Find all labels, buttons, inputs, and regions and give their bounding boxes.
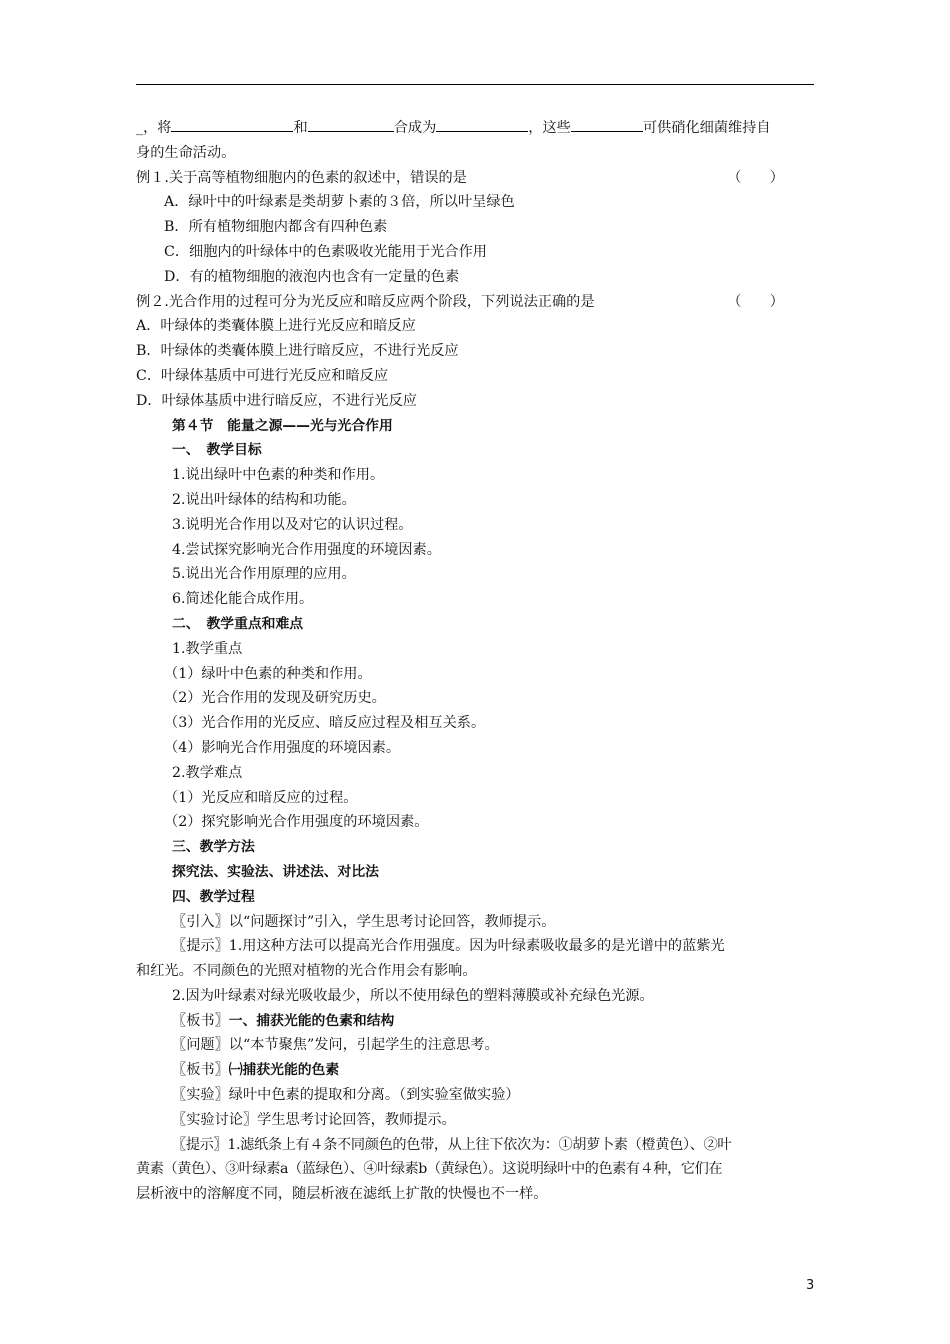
heading-key-points: 二、 教学重点和难点 [172, 615, 304, 632]
example-1-option-d: D．有的植物细胞的液泡内也含有一定量的色素 [164, 268, 460, 285]
board-note-1: 〖板书〗一、捕获光能的色素和结构 [172, 1012, 395, 1029]
key-point-item: （4）影响光合作用强度的环境因素。 [164, 739, 401, 756]
goal-item: 3.说明光合作用以及对它的认识过程。 [172, 516, 413, 533]
example-2-option-b: B．叶绿体的类囊体膜上进行暗反应，不进行光反应 [136, 343, 459, 360]
key-point-item: （1）绿叶中色素的种类和作用。 [164, 665, 372, 682]
goal-item: 5.说出光合作用原理的应用。 [172, 566, 356, 583]
board-note-2: 〖板书〗㈠捕获光能的色素 [172, 1062, 340, 1079]
process-hint-3-cont: 层析液中的溶解度不同，随层析液在滤纸上扩散的快慢也不一样。 [136, 1186, 548, 1203]
example-2-option-d: D．叶绿体基质中进行暗反应，不进行光反应 [136, 392, 417, 409]
answer-paren: （ ） [727, 169, 784, 186]
header-rule [136, 84, 814, 85]
example-1-question: 例１.关于高等植物细胞内的色素的叙述中，错误的是 （ ） [136, 166, 814, 191]
process-question: 〖问题〗以“本节聚焦”发问，引起学生的注意思考。 [172, 1037, 499, 1054]
goal-item: 1.说出绿叶中色素的种类和作用。 [172, 467, 385, 484]
process-hint-2: 2.因为叶绿素对绿光吸收最少，所以不使用绿色的塑料薄膜或补充绿色光源。 [172, 987, 654, 1004]
page-number: 3 [806, 1278, 815, 1293]
heading-methods: 三、教学方法 [172, 839, 255, 856]
example-1-option-c: C．细胞内的叶绿体中的色素吸收光能用于光合作用 [164, 243, 487, 260]
blank-1 [171, 116, 293, 132]
example-1-option-a: A．绿叶中的叶绿素是类胡萝卜素的３倍，所以叶呈绿色 [164, 194, 515, 211]
process-hint-1: 〖提示〗1.用这种方法可以提高光合作用强度。因为叶绿素吸收最多的是光谱中的蓝紫光 [172, 938, 725, 955]
goal-item: 2.说出叶绿体的结构和功能。 [172, 491, 356, 508]
process-hint-3: 〖提示〗1.滤纸条上有４条不同颜色的色带，从上往下依次为：①胡萝卜素（橙黄色）、②叶 [172, 1136, 732, 1153]
process-intro: 〖引入〗以“问题探讨”引入，学生思考讨论回答，教师提示。 [172, 913, 556, 930]
process-hint-1-cont: 和红光。不同颜色的光照对植物的光合作用会有影响。 [136, 963, 477, 980]
fill-in-line: _，将 和 合成为 ，这些 可供硝化细菌维持自 [136, 116, 814, 141]
blank-3 [436, 116, 528, 132]
blank-4 [571, 116, 643, 132]
process-experiment: 〖实验〗绿叶中色素的提取和分离。（到实验室做实验） [172, 1087, 520, 1104]
key-point-item: （2）光合作用的发现及研究历史。 [164, 690, 386, 707]
example-2-question: 例２.光合作用的过程可分为光反应和暗反应两个阶段，下列说法正确的是 （ ） [136, 290, 814, 315]
process-hint-3-cont: 黄素（黄色）、③叶绿素a（蓝绿色）、④叶绿素b（黄绿色）。这说明绿叶中的色素有４种，它们在 [136, 1161, 723, 1178]
fill-in-continuation: 身的生命活动。 [136, 144, 236, 161]
heading-teaching-goals: 一、 教学目标 [172, 442, 262, 459]
example-1-option-b: B．所有植物细胞内都含有四种色素 [164, 219, 388, 236]
difficulties-title: 2.教学难点 [172, 764, 243, 781]
section-title: 第４节 能量之源——光与光合作用 [172, 417, 393, 434]
key-point-item: （3）光合作用的光反应、暗反应过程及相互关系。 [164, 715, 486, 732]
heading-process: 四、教学过程 [172, 888, 255, 905]
goal-item: 4.尝试探究影响光合作用强度的环境因素。 [172, 541, 441, 558]
example-2-option-a: A．叶绿体的类囊体膜上进行光反应和暗反应 [136, 318, 416, 335]
goal-item: 6.简述化能合成作用。 [172, 591, 314, 608]
document-body [136, 116, 814, 1207]
difficulty-item: （2）探究影响光合作用强度的环境因素。 [164, 814, 429, 831]
difficulty-item: （1）光反应和暗反应的过程。 [164, 789, 358, 806]
answer-paren: （ ） [727, 293, 784, 310]
example-2-option-c: C．叶绿体基质中可进行光反应和暗反应 [136, 367, 389, 384]
blank-2 [308, 116, 394, 132]
process-discussion: 〖实验讨论〗学生思考讨论回答，教师提示。 [172, 1111, 456, 1128]
methods-text: 探究法、实验法、讲述法、对比法 [172, 863, 379, 880]
key-points-title: 1.教学重点 [172, 640, 243, 657]
